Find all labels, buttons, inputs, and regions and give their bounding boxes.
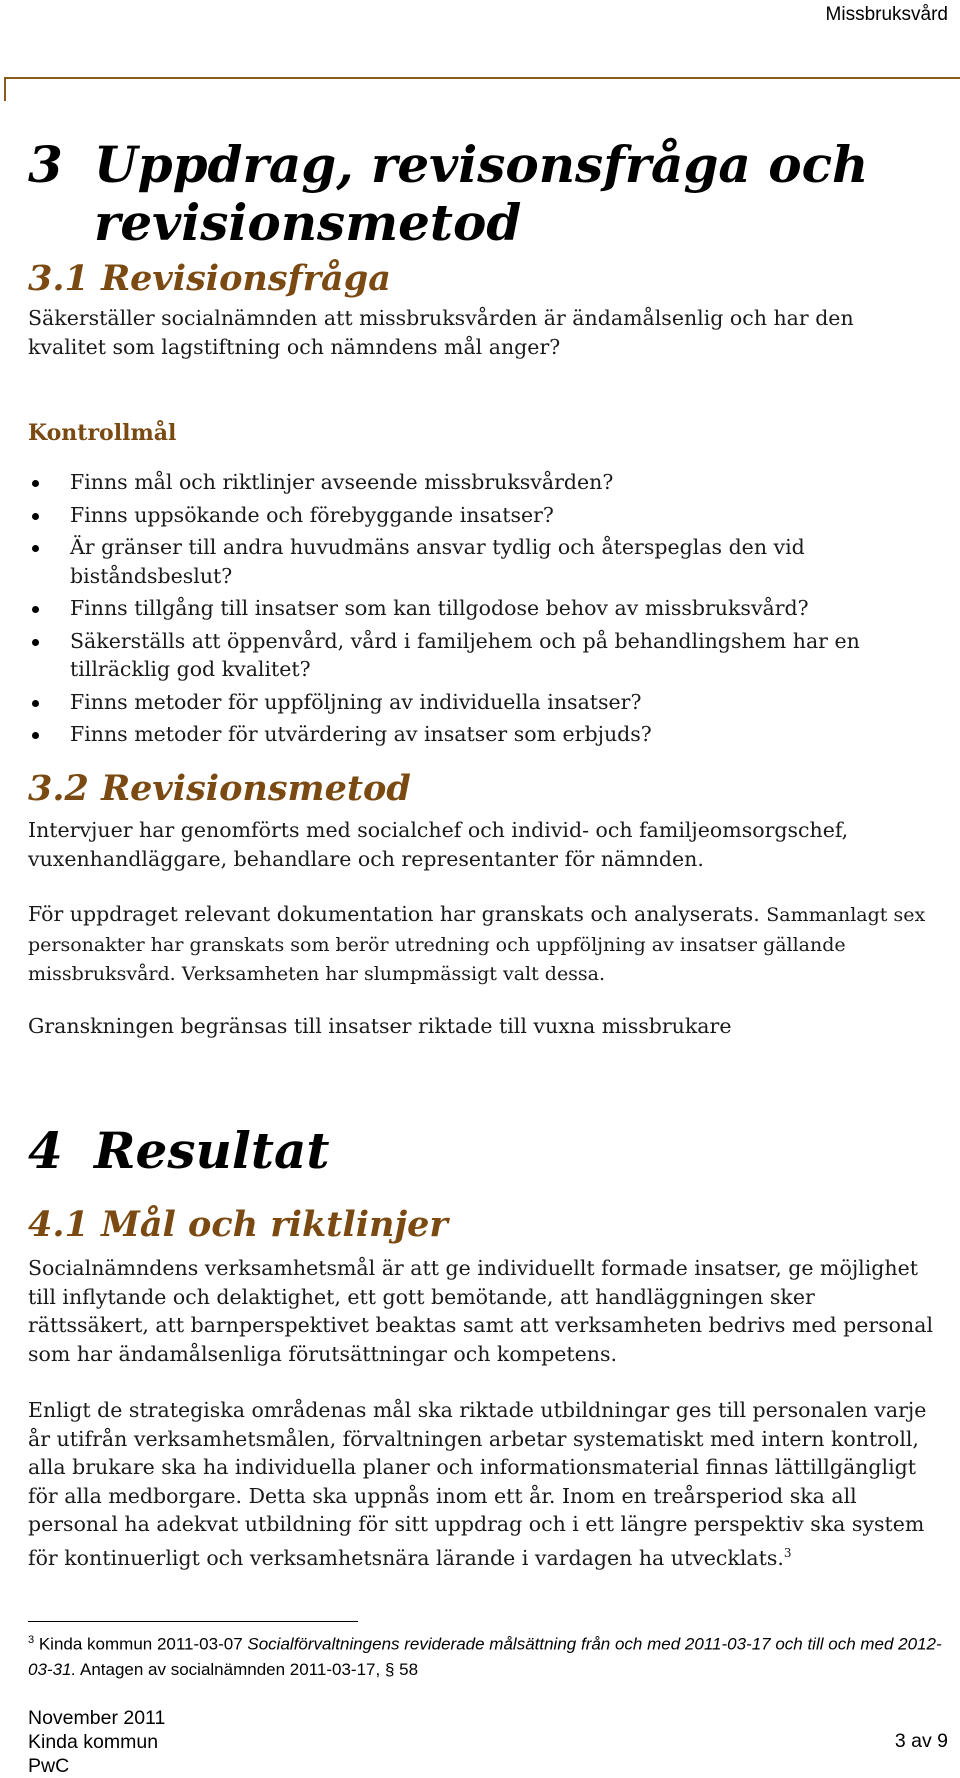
subsection-heading: 4.1 Mål och riktlinjer	[28, 1204, 448, 1245]
bullet-icon	[32, 606, 39, 613]
subsection-heading: 3.2 Revisionsmetod	[28, 768, 411, 809]
footer-org: Kinda kommun	[28, 1731, 159, 1753]
paragraph: För uppdraget relevant dokumentation har granskats och analyserats. Sammanlagt sex personakter har granskats som berör utredning och uppföljning av insatser gällande missbruksvård. Verksamheten har slumpmässigt valt dessa.	[28, 902, 926, 985]
list-item: Finns tillgång till insatser som kan tillgodose behov av missbruksvård?	[28, 594, 938, 623]
bullet-icon	[32, 480, 39, 487]
bullet-icon	[32, 639, 39, 646]
footnote-rule	[28, 1621, 358, 1622]
footer-date: November 2011	[28, 1707, 166, 1729]
running-header: Missbruksvård	[825, 4, 948, 25]
page-number: 3 av 9	[894, 1730, 948, 1752]
bullet-icon	[32, 545, 39, 552]
page-footer	[28, 1706, 165, 1778]
paragraph: Granskningen begränsas till insatser riktade till vuxna missbrukare	[28, 1014, 732, 1038]
footnote-reference[interactable]: 3	[783, 1545, 792, 1560]
list-item: Finns metoder för uppföljning av individuella insatser?	[28, 688, 938, 717]
section-number: 3	[28, 135, 63, 194]
section-title-line1: Uppdrag, revisonsfråga och	[94, 135, 869, 194]
header-tick	[4, 77, 6, 101]
footnote-mark: 3	[28, 1634, 35, 1646]
list-item: Finns metoder för utvärdering av insatser som erbjuds?	[28, 720, 938, 749]
paragraph: Socialnämndens verksamhetsmål är att ge individuellt formade insatser, ge möjlighet till inflytande och delaktighet, ett gott bemötande, att handläggningen sker rättssäkert, att barnperspektivet beaktas samt att verksamheten bedrivs med personal som har ändamålsenliga förutsättningar och kompetens.	[28, 1256, 934, 1366]
section-title: Resultat	[94, 1121, 330, 1180]
paragraph: Säkerställer socialnämnden att missbruksvården är ändamålsenlig och har den kvalitet som lagstiftning och nämndens mål anger?	[28, 306, 854, 359]
paragraph: Enligt de strategiska områdenas mål ska riktade utbildningar ges till personalen varje år utifrån verksamhetsmålen, förvaltningen arbetar systematiskt med intern kontroll, alla brukare ska ha individuella planer och informationsmaterial finnas lättillgängligt för alla medborgare. Detta ska uppnås inom ett år. Inom en treårsperiod ska all personal ha adekvat utbildning för sitt uppdrag och i ett längre perspektiv ska system för kontinuerligt och verksamhetsnära lärande i vardagen ha utvecklats.$^3$	[28, 1398, 927, 1570]
footnote: $^3$ Kinda kommun 2011-03-07 Socialförvaltningens reviderade målsättning från och med 2011-03-17 och till och med 2012-03-31. Antagen av socialnämnden 2011-03-17, § 58	[28, 1634, 942, 1679]
bullet-list	[28, 468, 938, 753]
section-title-line2: revisionsmetod	[94, 193, 522, 252]
paragraph: Intervjuer har genomförts med socialchef och individ- och familjeomsorgschef, vuxenhandläggare, behandlare och representanter för nämnden.	[28, 818, 849, 871]
list-item: Säkerställs att öppenvård, vård i familjehem och på behandlingshem har en tillräcklig god kvalitet?	[28, 627, 938, 684]
section-3-heading	[28, 136, 868, 252]
bullet-icon	[32, 732, 39, 739]
list-item: Finns mål och riktlinjer avseende missbruksvården?	[28, 468, 938, 497]
section-4-heading	[28, 1122, 329, 1180]
kontrollmal-heading: Kontrollmål	[28, 420, 177, 446]
list-item: Är gränser till andra huvudmäns ansvar tydlig och återspeglas den vid biståndsbeslut?	[28, 533, 938, 590]
list-item: Finns uppsökande och förebyggande insatser?	[28, 501, 938, 530]
section-number: 4	[28, 1121, 63, 1180]
subsection-heading: 3.1 Revisionsfråga	[28, 258, 391, 299]
header-rule	[4, 77, 960, 79]
footer-firm: PwC	[28, 1755, 70, 1777]
bullet-icon	[32, 700, 39, 707]
bullet-icon	[32, 513, 39, 520]
